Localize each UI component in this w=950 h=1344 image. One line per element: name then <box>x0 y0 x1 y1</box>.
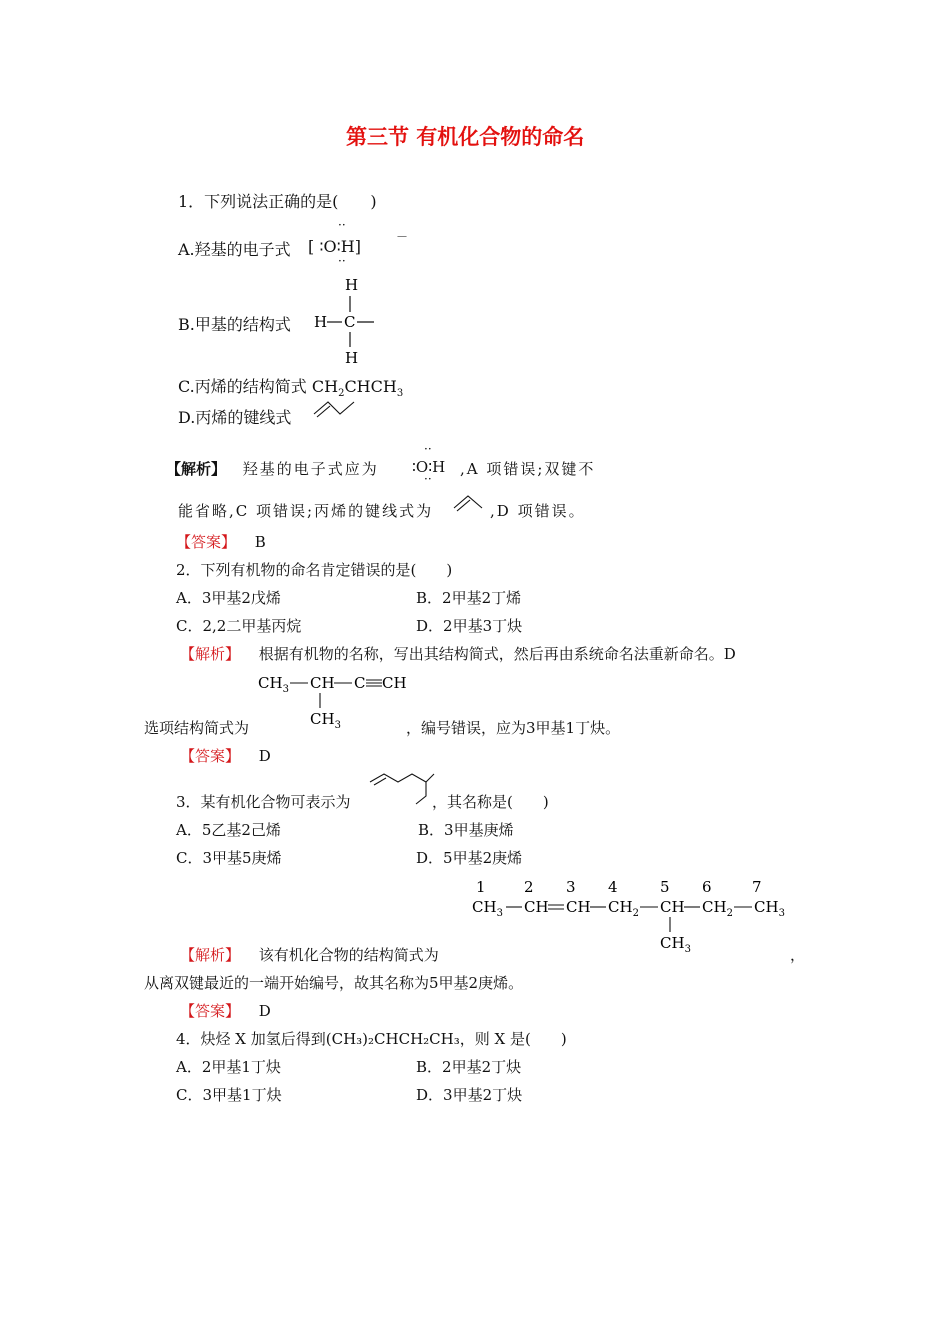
q4-option-c: C．3甲基1丁炔 <box>176 1086 282 1104</box>
q2-option-a: A．3甲基2戊烯 <box>176 589 281 607</box>
c5-methyl: $CH_3$ <box>660 934 691 955</box>
q3-stem-a: 3．某有机化合物可表示为 <box>176 793 351 811</box>
q3-option-b: B．3甲基庚烯 <box>418 821 514 839</box>
q3-skeletal-formula <box>368 772 438 808</box>
q2-stem: 2．下列有机物的命名肯定错误的是( ) <box>176 561 453 579</box>
c7-ch3: $CH_3$ <box>754 898 785 919</box>
q1-option-a-label: A.羟基的电子式 <box>178 240 291 259</box>
q2-option-c: C．2,2二甲基丙烷 <box>176 617 302 635</box>
q3-stem-b: ，其名称是( ) <box>432 793 549 811</box>
q1-stem: 1．下列说法正确的是( ) <box>178 192 377 211</box>
q1-option-c-formula: $CH_2CHCH_3$ <box>311 377 404 399</box>
q4-option-a: A．2甲基1丁炔 <box>176 1058 281 1076</box>
carbon-number-4: 4 <box>608 878 618 896</box>
q1-analysis-line2b: ,D 项错误。 <box>490 502 586 520</box>
q1-answer <box>176 531 266 552</box>
q2-answer-value: D <box>258 747 271 765</box>
methyl-structural-formula <box>312 274 382 368</box>
q2-analysis-line2a: 选项结构简式为 <box>144 719 250 737</box>
carbon-number-1: 1 <box>476 878 486 896</box>
q3-answer <box>180 1000 271 1021</box>
q1-option-a-formula: [ ∶O∶H] <box>308 237 361 256</box>
c-atom: C <box>344 313 356 331</box>
q1-option-b-label: B.甲基的结构式 <box>178 315 291 334</box>
q1-analysis-text1: 羟基的电子式应为 <box>242 460 379 478</box>
q3-answer-value: D <box>258 1002 271 1020</box>
q3-option-a: A．5乙基2己烯 <box>176 821 281 839</box>
h-atom-left: H <box>314 313 328 331</box>
c1-ch3: $CH_3$ <box>472 898 503 919</box>
c6-ch2: $CH_2$ <box>702 898 733 919</box>
q4-stem: 4．炔烃 X 加氢后得到(CH₃)₂CHCH₂CH₃，则 X 是( ) <box>176 1030 567 1048</box>
carbon-number-5: 5 <box>660 878 670 896</box>
carbon-number-7: 7 <box>752 878 762 896</box>
q1-answer-value: B <box>254 533 266 551</box>
carbon-number-6: 6 <box>702 878 712 896</box>
q2-analysis-label: 【解析】 <box>180 645 241 663</box>
ch3-branch: $CH_3$ <box>310 710 341 731</box>
q3-structural-formula <box>470 876 790 956</box>
q1-option-a-dots-top: ·· <box>338 218 346 232</box>
carbon-number-3: 3 <box>566 878 576 896</box>
c3-ch: CH <box>566 898 591 916</box>
q3-answer-label: 【答案】 <box>180 1002 241 1020</box>
q2-structural-formula <box>256 670 416 732</box>
q1-option-c <box>178 374 403 399</box>
ch-terminal: CH <box>382 674 407 692</box>
q1-analysis-line2a: 能省略,C 项错误;丙烯的键线式为 <box>178 502 434 520</box>
ch-center: CH <box>310 674 335 692</box>
q2-option-b: B．2甲基2丁烯 <box>416 589 522 607</box>
q3-analysis-text: 该有机化合物的结构简式为 <box>258 946 439 964</box>
q2-analysis-line1 <box>180 643 736 664</box>
q3-option-d: D．5甲基2庚烯 <box>416 849 523 867</box>
q4-option-b: B．2甲基2丁炔 <box>416 1058 522 1076</box>
q1-analysis-dots-top: ·· <box>424 442 432 456</box>
propene-skeletal-formula <box>312 398 356 420</box>
q1-option-c-label: C.丙烯的结构简式 <box>178 377 307 396</box>
q1-analysis-formula: ∶O∶H <box>412 458 446 476</box>
q3-analysis-label: 【解析】 <box>180 946 241 964</box>
c2-ch: CH <box>524 898 549 916</box>
carbon-number-2: 2 <box>524 878 534 896</box>
q3-option-c: C．3甲基5庚烯 <box>176 849 282 867</box>
page-title: 第三节 有机化合物的命名 <box>346 125 585 149</box>
propene-skeletal-formula-2 <box>452 492 486 514</box>
q1-analysis-text2: ,A 项错误;双键不 <box>460 460 596 478</box>
c5-ch: CH <box>660 898 685 916</box>
q2-answer <box>180 745 271 766</box>
q1-analysis-line1 <box>166 458 379 479</box>
q1-option-d-label: D.丙烯的键线式 <box>178 408 292 427</box>
h-atom-bottom: H <box>345 349 359 367</box>
q2-analysis-text: 根据有机物的名称，写出其结构简式，然后再由系统命名法重新命名。D <box>258 645 736 663</box>
q2-answer-label: 【答案】 <box>180 747 241 765</box>
q1-analysis-label: 【解析】 <box>166 460 227 478</box>
q4-option-d: D．3甲基2丁炔 <box>416 1086 523 1104</box>
q1-answer-label: 【答案】 <box>176 533 237 551</box>
ch3-left: $CH_3$ <box>258 674 289 695</box>
q1-option-a-dots-bottom: ·· <box>338 254 346 268</box>
q3-analysis-line1 <box>180 944 439 965</box>
h-atom-top: H <box>345 276 359 294</box>
c4-ch2: $CH_2$ <box>608 898 639 919</box>
q3-analysis-line2: 从离双键最近的一端开始编号，故其名称为5甲基2庚烯。 <box>144 974 524 992</box>
q2-option-d: D．2甲基3丁炔 <box>416 617 523 635</box>
q2-analysis-line2b: ，编号错误，应为3甲基1丁炔。 <box>406 719 621 737</box>
q3-analysis-comma: ， <box>790 946 806 964</box>
c-triple: C <box>354 674 366 692</box>
q1-option-a-charge: － <box>396 230 409 244</box>
q1-analysis-dots-bottom: ·· <box>424 472 432 486</box>
